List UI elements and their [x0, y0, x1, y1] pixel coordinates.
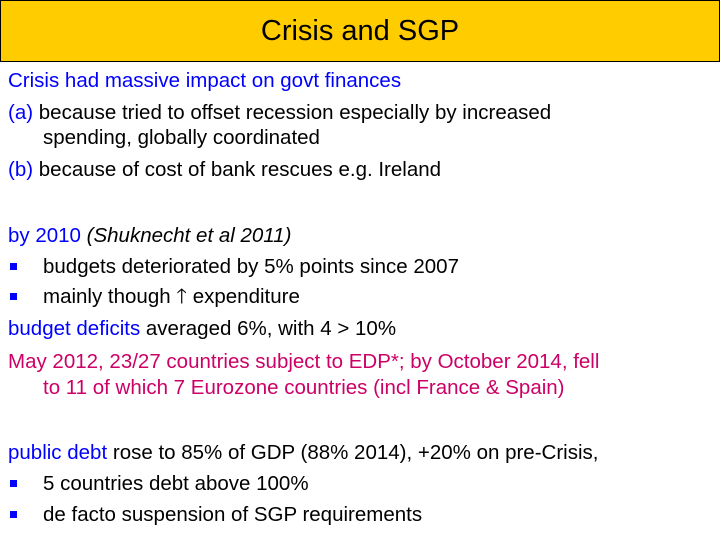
arrow-up-icon: 🡑: [176, 285, 188, 308]
debt-rest: rose to 85% of GDP (88% 2014), +20% on pre-Crisis,: [112, 441, 599, 464]
reason-a-marker: (a): [8, 101, 34, 124]
bullet-square-icon: [10, 511, 17, 518]
reason-b-line: [8, 158, 441, 182]
edp-line2: to 11 of which 7 Eurozone countries (incl France & Spain): [43, 376, 565, 399]
reason-a-line1: [8, 101, 551, 125]
bullet-debt-100: 5 countries debt above 100%: [43, 472, 309, 495]
bullet-budgets: budgets deteriorated by 5% points since 2007: [43, 255, 459, 278]
reason-a-text: because tried to offset recession especially by increased: [38, 101, 552, 124]
bullet-expenditure-before: mainly though: [43, 285, 171, 308]
bullet-square-icon: [10, 480, 17, 487]
bullet-expenditure: [43, 285, 300, 309]
debt-label: public debt: [8, 441, 108, 464]
by2010-source: (Shuknecht et al 2011): [86, 224, 292, 247]
debt-line: [8, 441, 598, 465]
bullet-square-icon: [10, 293, 17, 300]
deficits-rest: averaged 6%, with 4 > 10%: [145, 317, 397, 340]
bullet-square-icon: [10, 263, 17, 270]
deficits-line: [8, 317, 396, 341]
reason-a-line2: spending, globally coordinated: [43, 126, 320, 149]
bullet-sgp-suspension: de facto suspension of SGP requirements: [43, 503, 423, 526]
slide-title-bar: [0, 0, 720, 62]
deficits-label: budget deficits: [8, 317, 141, 340]
reason-b-marker: (b): [8, 158, 34, 181]
by2010-label: by 2010: [8, 224, 81, 247]
slide-title: Crisis and SGP: [260, 14, 460, 47]
reason-b-text: because of cost of bank rescues e.g. Ireland: [38, 158, 442, 181]
bullet-expenditure-after: expenditure: [192, 285, 300, 308]
edp-line1: May 2012, 23/27 countries subject to EDP*; by October 2014, fell: [8, 350, 600, 373]
intro-line: Crisis had massive impact on govt finances: [8, 69, 402, 92]
by2010-line: [8, 224, 291, 248]
